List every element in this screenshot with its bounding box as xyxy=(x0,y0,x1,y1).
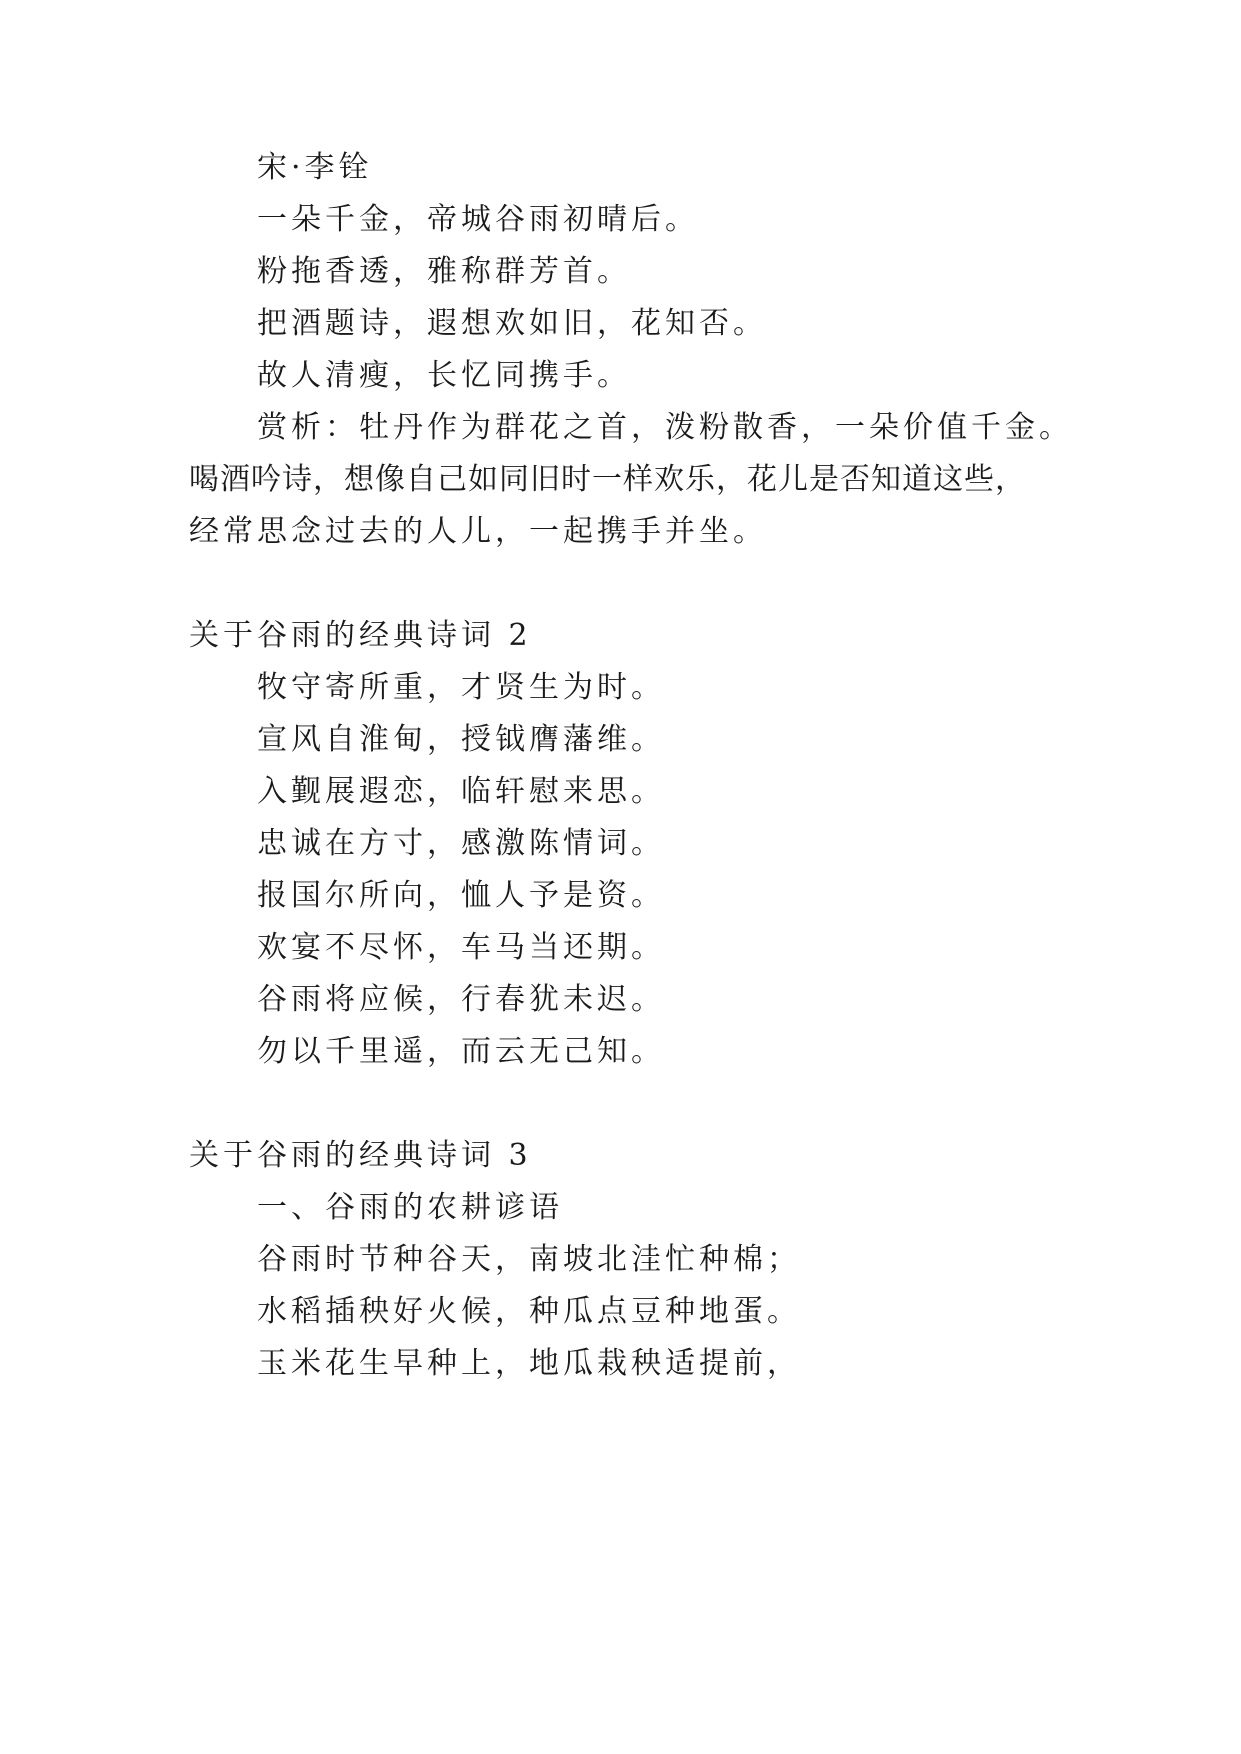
poem-line: 牧守寄所重，才贤生为时。 xyxy=(257,670,665,705)
poem-line: 故人清瘦，长忆同携手。 xyxy=(257,358,631,393)
poem-line: 谷雨将应候，行春犹未迟。 xyxy=(257,982,665,1017)
poem-line: 粉拖香透，雅称群芳首。 xyxy=(257,254,631,289)
proverb-line: 水稻插秧好火候，种瓜点豆种地蛋。 xyxy=(257,1294,801,1329)
proverb-line: 谷雨时节种谷天，南坡北洼忙种棉； xyxy=(257,1242,801,1277)
section-heading: 关于谷雨的经典诗词 3 xyxy=(189,1138,532,1173)
poem-line: 宣风自淮甸，授钺膺藩维。 xyxy=(257,722,665,757)
appreciation-line: 喝酒吟诗，想像自己如同旧时一样欢乐，花儿是否知道这些， xyxy=(189,462,1026,497)
appreciation-line: 赏析：牡丹作为群花之首，泼粉散香，一朵价值千金。 xyxy=(257,410,1073,445)
appreciation-line: 经常思念过去的人儿，一起携手并坐。 xyxy=(189,514,767,549)
poem-line: 入觐展遐恋，临轩慰来思。 xyxy=(257,774,665,809)
poem-line: 把酒题诗，遐想欢如旧，花知否。 xyxy=(257,306,767,341)
poem-line: 勿以千里遥，而云无己知。 xyxy=(257,1034,665,1069)
proverb-line: 玉米花生早种上，地瓜栽秧适提前， xyxy=(257,1346,801,1381)
poem-line: 报国尔所向，恤人予是资。 xyxy=(257,878,665,913)
poem-line: 忠诚在方寸，感激陈情词。 xyxy=(257,826,665,861)
poem-line: 一朵千金，帝城谷雨初晴后。 xyxy=(257,202,699,237)
poem-author: 宋·李铨 xyxy=(257,150,373,185)
section-heading: 关于谷雨的经典诗词 2 xyxy=(189,618,532,653)
poem-line: 欢宴不尽怀，车马当还期。 xyxy=(257,930,665,965)
section-subheading: 一、谷雨的农耕谚语 xyxy=(257,1190,563,1225)
